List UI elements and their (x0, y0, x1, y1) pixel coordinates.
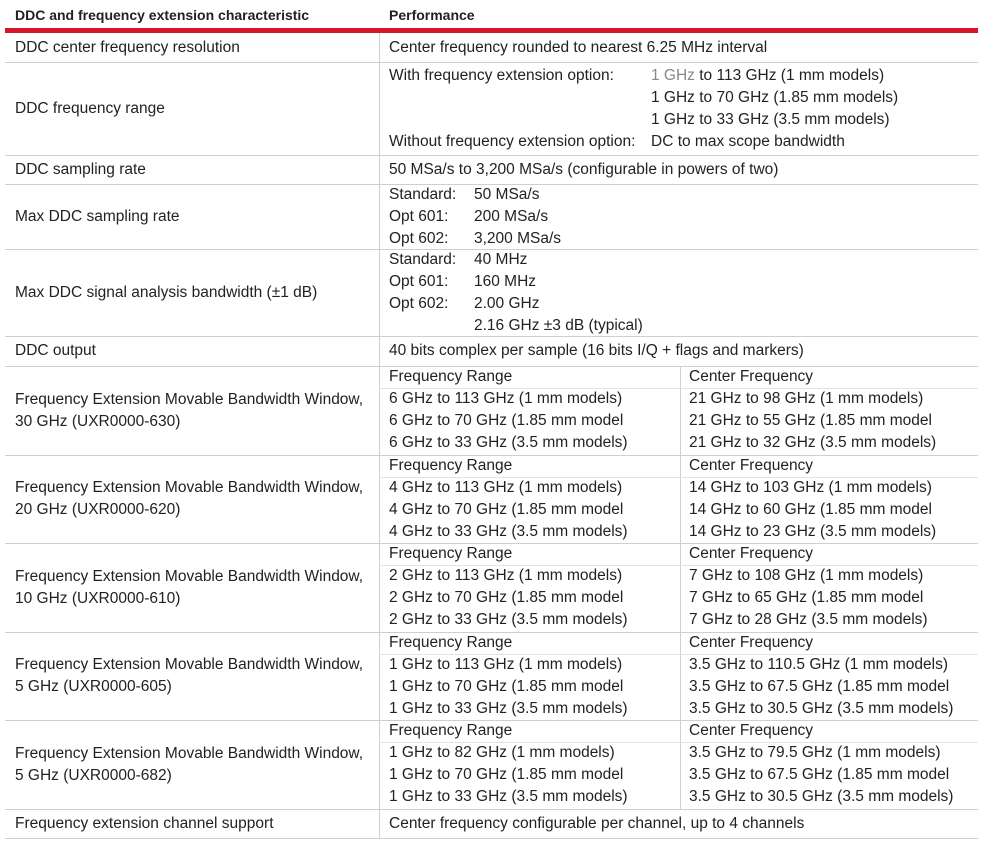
option-value: 160 MHz (474, 272, 537, 290)
center-frequency-column: Center Frequency 3.5 GHz to 79.5 GHz (1 mm models) 3.5 GHz to 67.5 GHz (1.85 mm model 3.5 GHz to 30.5 GHz (3.5 mm models) (689, 722, 954, 805)
option-key: Opt 602: (389, 229, 449, 247)
center-frequency-header: Center Frequency (689, 634, 814, 651)
row-label: Frequency Extension Movable Bandwidth Window, 10 GHz (UXR0000-610) (15, 567, 364, 607)
header-performance: Performance (389, 7, 475, 23)
table-row-window-610 (5, 543, 978, 633)
row-label: Frequency Extension Movable Bandwidth Window, 30 GHz (UXR0000-630) (15, 390, 364, 430)
with-ext-gray: 1 GHz (651, 66, 695, 84)
frequency-range-column: Frequency Range 1 GHz to 113 GHz (1 mm models) 1 GHz to 70 GHz (1.85 mm model 1 GHz to 33 GHz (3.5 mm models) (389, 634, 628, 717)
center-frequency-column: Center Frequency 14 GHz to 103 GHz (1 mm models) 14 GHz to 60 GHz (1.85 mm model 14 GHz to 23 GHz (3.5 mm models) (689, 457, 937, 540)
option-value: 40 MHz (474, 250, 528, 268)
option-key: Standard: (389, 185, 457, 203)
row-label: Max DDC signal analysis bandwidth (±1 dB) (15, 283, 318, 301)
frequency-range-column: Frequency Range 2 GHz to 113 GHz (1 mm models) 2 GHz to 70 GHz (1.85 mm model 2 GHz to 33 GHz (3.5 mm models) (389, 545, 628, 628)
frequency-range-header: Frequency Range (389, 545, 513, 562)
table-row-max-ddc-sampling-rate (5, 184, 978, 250)
frequency-range-column: Frequency Range 6 GHz to 113 GHz (1 mm models) 6 GHz to 70 GHz (1.85 mm model 6 GHz to 33 GHz (3.5 mm models) (389, 368, 628, 451)
row-label: DDC output (15, 342, 96, 359)
center-frequency-header: Center Frequency (689, 545, 814, 562)
with-ext-v1: to 113 GHz (1 mm models) (694, 66, 885, 84)
with-ext-v3: 1 GHz to 33 GHz (3.5 mm models) (651, 110, 890, 128)
frequency-range-column: Frequency Range 1 GHz to 82 GHz (1 mm models) 1 GHz to 70 GHz (1.85 mm model 1 GHz to 33 GHz (3.5 mm models) (389, 722, 628, 805)
frequency-range-header: Frequency Range (389, 722, 513, 739)
table-row-window-605 (5, 632, 978, 721)
center-frequency-header: Center Frequency (689, 722, 814, 739)
table-row-window-630 (5, 366, 978, 456)
option-key: Opt 602: (389, 294, 449, 312)
center-frequency-header: Center Frequency (689, 457, 814, 474)
frequency-range-header: Frequency Range (389, 634, 513, 651)
option-key: Opt 601: (389, 272, 449, 290)
table-row-window-682 (5, 720, 978, 810)
table-row-center-freq-resolution (5, 33, 978, 63)
row-label: Frequency Extension Movable Bandwidth Window, 5 GHz (UXR0000-605) (15, 656, 364, 695)
header-characteristic: DDC and frequency extension characteristic (15, 7, 310, 23)
option-key: Standard: (389, 250, 457, 268)
row-label: Frequency Extension Movable Bandwidth Window, 5 GHz (UXR0000-682) (15, 744, 364, 784)
frequency-range-header: Frequency Range (389, 457, 513, 474)
frequency-range-header: Frequency Range (389, 368, 513, 385)
option-value: 50 MSa/s (474, 185, 540, 203)
row-label: Frequency Extension Movable Bandwidth Window, 20 GHz (UXR0000-620) (15, 479, 364, 518)
table-row-ddc-output (5, 336, 978, 367)
center-frequency-column: Center Frequency 7 GHz to 108 GHz (1 mm models) 7 GHz to 65 GHz (1.85 mm model 7 GHz to 28 GHz (3.5 mm models) (689, 545, 928, 628)
row-label: DDC frequency range (15, 99, 165, 117)
with-ext-v2: 1 GHz to 70 GHz (1.85 mm models) (651, 88, 899, 106)
center-frequency-column: Center Frequency 3.5 GHz to 110.5 GHz (1 mm models) 3.5 GHz to 67.5 GHz (1.85 mm model 3.5 GHz to 30.5 GHz (3.5 mm models) (689, 634, 954, 717)
row-value (389, 62, 898, 155)
without-ext-label: Without frequency extension option: (389, 132, 636, 150)
option-key: Opt 601: (389, 207, 449, 225)
center-frequency-header: Center Frequency (689, 368, 814, 385)
option-value: 200 MSa/s (474, 207, 549, 225)
row-value: 50 MSa/s to 3,200 MSa/s (configurable in powers of two) (389, 160, 779, 178)
row-value: 40 bits complex per sample (16 bits I/Q + flags and markers) (389, 342, 804, 359)
with-ext-label: With frequency extension option: (389, 66, 614, 84)
table-row-max-ddc-bandwidth (5, 249, 978, 337)
row-value (389, 249, 643, 336)
row-label: Max DDC sampling rate (15, 207, 180, 225)
table-row-ddc-sampling-rate (5, 155, 978, 185)
row-label: Frequency extension channel support (15, 814, 274, 832)
row-label: DDC sampling rate (15, 160, 146, 178)
table-row-window-620 (5, 455, 978, 544)
center-frequency-column: Center Frequency 21 GHz to 98 GHz (1 mm models) 21 GHz to 55 GHz (1.85 mm model 21 GHz to 32 GHz (3.5 mm models) (689, 368, 937, 451)
option-value: 2.16 GHz ±3 dB (typical) (474, 316, 643, 334)
row-value: Center frequency configurable per channel, up to 4 channels (389, 814, 805, 832)
frequency-range-column: Frequency Range 4 GHz to 113 GHz (1 mm models) 4 GHz to 70 GHz (1.85 mm model 4 GHz to 33 GHz (3.5 mm models) (389, 457, 628, 540)
option-value: 3,200 MSa/s (474, 229, 562, 247)
table-row-ddc-frequency-range (5, 62, 978, 156)
option-value: 2.00 GHz (474, 294, 540, 312)
row-label: DDC center frequency resolution (15, 38, 240, 56)
without-ext-value: DC to max scope bandwidth (651, 132, 845, 150)
table-header (0, 0, 983, 30)
row-value (389, 184, 561, 249)
row-value: Center frequency rounded to nearest 6.25 MHz interval (389, 38, 768, 56)
table-row-channel-support (5, 809, 978, 839)
